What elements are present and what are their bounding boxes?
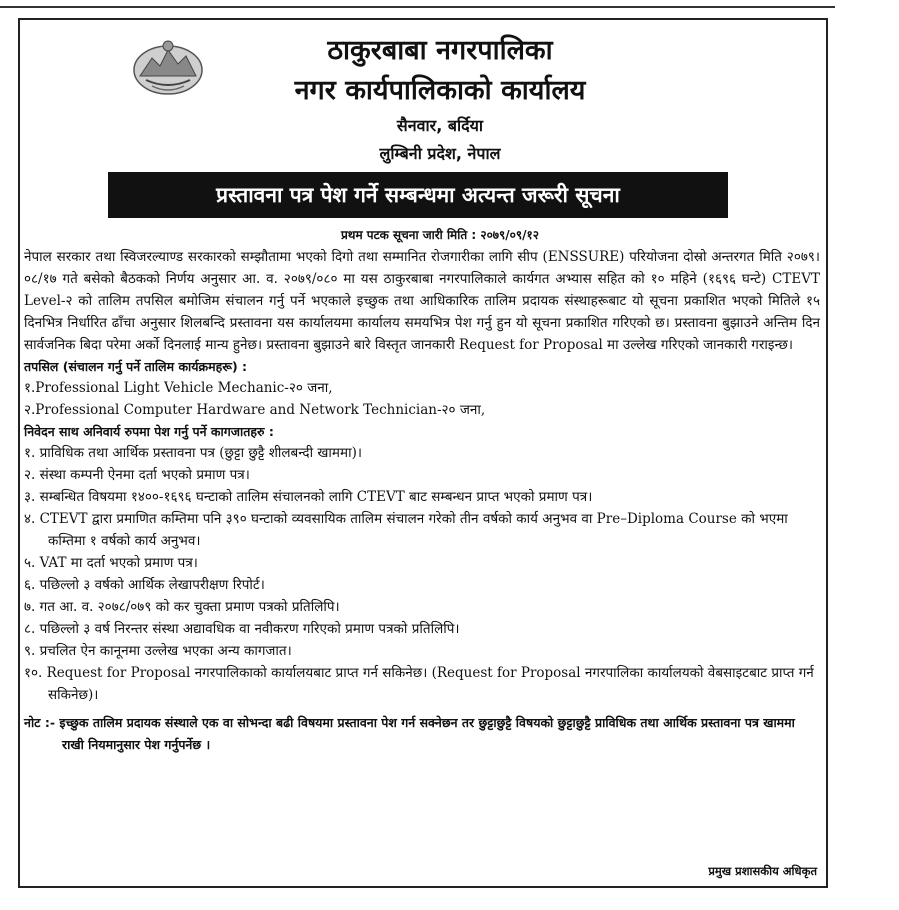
document-item: ९. प्रचलित ऐन कानूनमा उल्लेख भएका अन्य कागजात।	[24, 643, 292, 659]
document-item: ६. पछिल्लो ३ वर्षको आर्थिक लेखापरीक्षण रिपोर्ट।	[24, 577, 265, 593]
schedule-heading: तपसिल (संचालन गर्नु पर्ने तालिम कार्यक्रमहरू) :	[24, 359, 248, 374]
notice-body	[24, 246, 820, 756]
main-paragraph: नेपाल सरकार तथा स्विजरल्याण्ड सरकारको सम्झौतामा भएको दिगो तथा सम्मानित रोजगारीका लागि सीप (ENSSURE) परियोजना दोस्रो अन्तरगत मिति २०७९।०८/१७ गते बसेको बैठकको निर्णय अनुसार आ. व. २०७९/०८० मा यस ठाकुरबाबा नगरपालिकाले कार्यगत अभ्यास सहित को १० महिने (१६९६ घन्टे) CTEVT Level-२ को तालिम तपसिल बमोजिम संचालन गर्नु पर्ने भएकाले इच्छुक तथा आधिकारिक तालिम प्रदायक संस्थाहरूबाट यो सूचना प्रकाशित भएको मितिले १५ दिनभित्र निर्धारित ढाँचा अनुसार शिलबन्दि प्रस्तावना यस कार्यालयमा कार्यालय समयभित्र पेश गर्नु हुन यो सूचना प्रकाशित गरिएको छ। प्रस्तावना बुझाउने अन्तिम दिन सार्वजनिक बिदा परेमा अर्को दिनलाई मान्य हुनेछ। प्रस्तावना बुझाउने बारे विस्तृत जानकारी Request for Proposal मा उल्लेख गरिएको जानकारी गराइन्छ।	[24, 249, 820, 353]
documents-heading: निवेदन साथ अनिवार्य रुपमा पेश गर्नु पर्ने कागजातहरु :	[24, 424, 274, 439]
signature-title: प्रमुख प्रशासकीय अधिकृत	[708, 864, 817, 878]
office-name: नगर कार्यपालिकाको कार्यालय	[294, 75, 586, 106]
top-rule	[0, 6, 835, 8]
document-item: ७. गत आ. व. २०७८/०७९ को कर चुक्ता प्रमाण पत्रको प्रतिलिपि।	[24, 599, 340, 615]
document-item: ८. पछिल्लो ३ वर्ष निरन्तर संस्था अद्यावधिक वा नवीकरण गरिएको प्रमाण पत्रको प्रतिलिपि।	[24, 621, 460, 637]
schedule-item: २.Professional Computer Hardware and Network Technician-२० जना,	[24, 402, 486, 418]
publish-date: प्रथम पटक सूचना जारी मिति : २०७९/०९/१२	[340, 228, 540, 242]
document-item: ४. CTEVT द्वारा प्रमाणित कम्तिमा पनि ३९० घन्टाको व्यवसायिक तालिम संचालन गरेको तीन वर्षको कार्य अनुभव वा Pre–Diploma Course को भएमा कम्तिमा १ वर्षको कार्य अनुभव।	[24, 511, 788, 549]
nepal-emblem-icon	[132, 36, 204, 96]
office-address: सैनवार, बर्दिया	[396, 116, 484, 135]
document-item: ५. VAT मा दर्ता भएको प्रमाण पत्र।	[24, 555, 198, 571]
document-item: ३. सम्बन्धित विषयमा १४००-१६९६ घन्टाको तालिम संचालनको लागि CTEVT बाट सम्बन्धन प्राप्त भएको प्रमाण पत्र।	[24, 489, 593, 505]
schedule-item: १.Professional Light Vehicle Mechanic-२० जना,	[24, 380, 333, 396]
notice-banner: प्रस्तावना पत्र पेश गर्ने सम्बन्धमा अत्यन्त जरूरी सूचना	[108, 172, 728, 218]
municipality-name: ठाकुरबाबा नगरपालिका	[327, 35, 553, 66]
document-item: २. संस्था कम्पनी ऐनमा दर्ता भएको प्रमाण पत्र।	[24, 467, 250, 483]
document-item: १. प्राविधिक तथा आर्थिक प्रस्तावना पत्र (छुट्टा छुट्टै शीलबन्दी खाममा)।	[24, 445, 362, 461]
document-item: १०. Request for Proposal नगरपालिकाको कार्यालयबाट प्राप्त गर्न सकिनेछ। (Request for Proposal नगरपालिका कार्यालयको वेबसाइटबाट प्राप्त गर्न सकिनेछ)।	[24, 665, 814, 703]
note-text: नोट :- इच्छुक तालिम प्रदायक संस्थाले एक वा सोभन्दा बढी विषयमा प्रस्तावना पेश गर्न सक्नेछन तर छुट्टाछुट्टै विषयको छुट्टाछुट्टै प्राविधिक तथा आर्थिक प्रस्तावना पत्र खाममा राखी नियमानुसार पेश गर्नुपर्नेछ ।	[24, 715, 795, 752]
office-province: लुम्बिनी प्रदेश, नेपाल	[379, 144, 501, 163]
